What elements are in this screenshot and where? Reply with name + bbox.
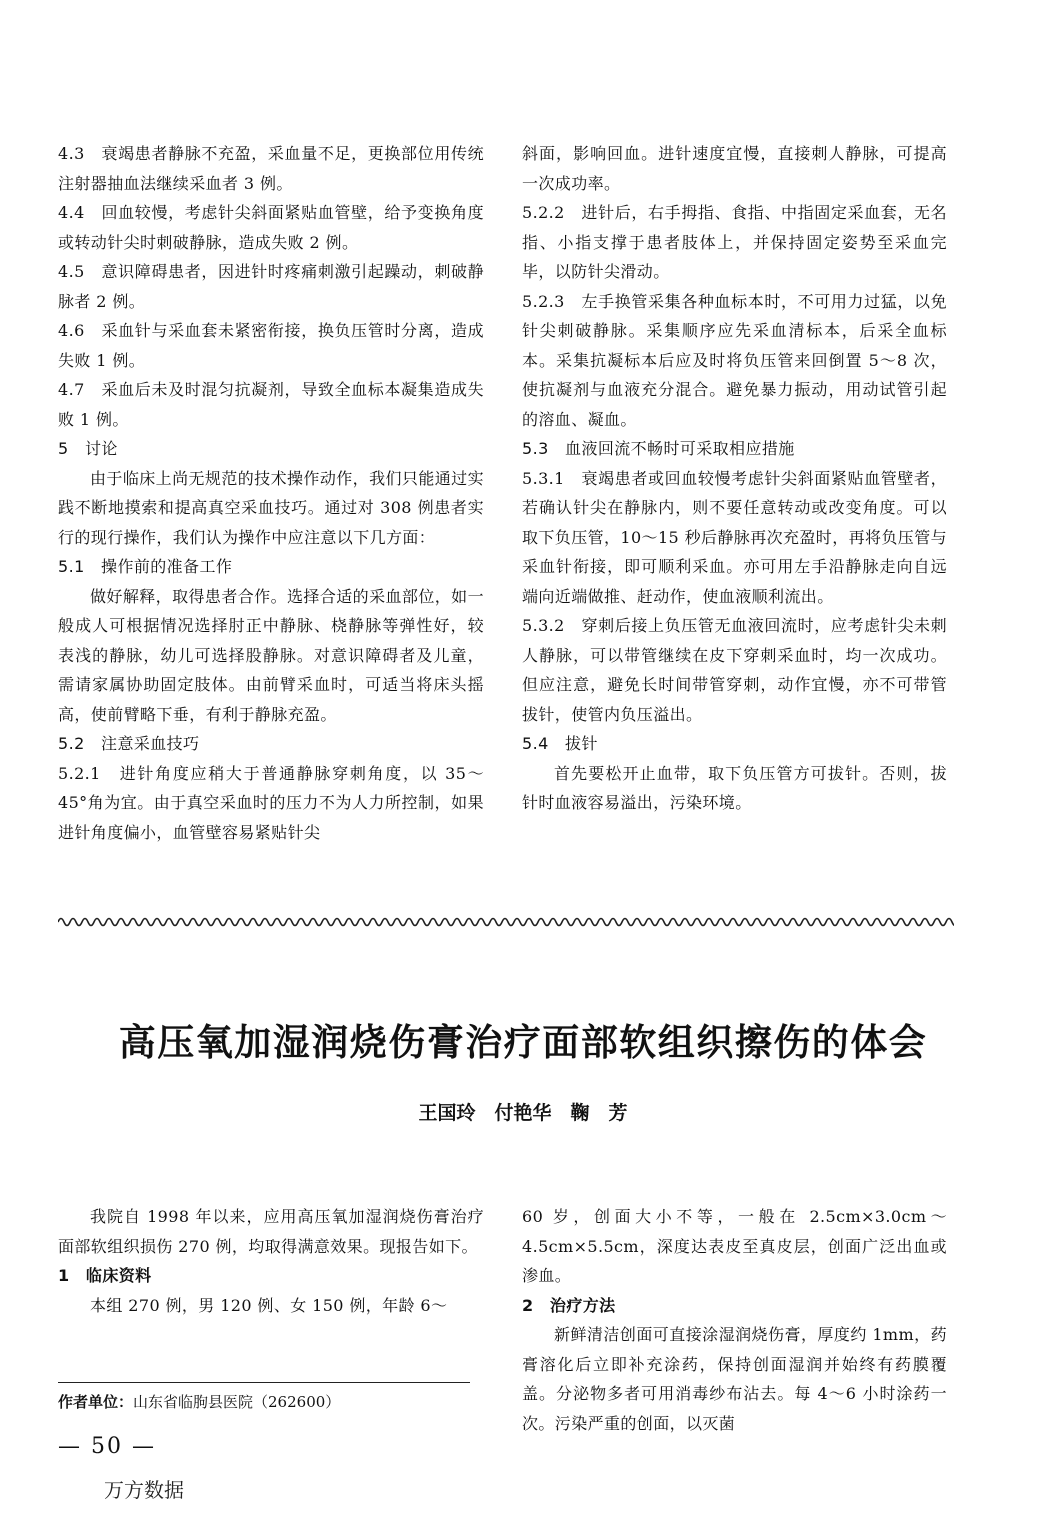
- section-heading: 5.2 注意采血技巧: [58, 734, 200, 753]
- affiliation-text: 山东省临朐县医院（262600）: [133, 1393, 341, 1411]
- footnote-rule: [58, 1382, 470, 1383]
- paragraph: 斜面，影响回血。进针速度宜慢，直接刺人静脉，可提高一次成功率。: [522, 144, 947, 193]
- paragraph: 60 岁，创面大小不等，一般在 2.5cm×3.0cm～4.5cm×5.5cm，深度达表皮至真皮层，创面广泛出血或渗血。: [522, 1207, 947, 1285]
- article-authors: 王国玲 付艳华 鞠 芳: [418, 1102, 628, 1124]
- paragraph: 5.2.1 进针角度应稍大于普通静脉穿刺角度，以 35～45°角为宜。由于真空采血时的压力不为人力所控制，如果进针角度偏小，血管壁容易紧贴针尖: [58, 763, 484, 842]
- paragraph: 4.6 采血针与采血套未紧密衔接，换负压管时分离，造成失败 1 例。: [58, 321, 484, 370]
- paragraph: 5.3.2 穿刺后接上负压管无血液回流时，应考虑针尖未刺人静脉，可以带管继续在皮下穿刺采血时，均一次成功。但应注意，避免长时间带管穿刺，动作宜慢，亦不可带管拔针，使管内负压溢出。: [522, 616, 947, 724]
- paragraph: 4.3 衰竭患者静脉不充盈，采血量不足，更换部位用传统注射器抽血法继续采血者 3 例。: [58, 144, 484, 193]
- divider-wave: [58, 919, 954, 926]
- paragraph: 5.2.3 左手换管采集各种血标本时，不可用力过猛，以免针尖刺破静脉。采集顺序应先采血清标本，后采全血标本。采集抗凝标本后应及时将负压管来回倒置 5～8 次，使抗凝剂与血液充分混合。避免暴力振动，用动试管引起的溶血、凝血。: [522, 291, 947, 429]
- paragraph: 新鲜清洁创面可直接涂湿润烧伤膏，厚度约 1mm，药膏溶化后立即补充涂药，保持创面湿润并始终有药膜覆盖。分泌物多者可用消毒纱布沾去。每 4～6 小时涂药一次。污染严重的创面，以灭菌: [522, 1325, 947, 1433]
- section-heading: 2 治疗方法: [522, 1295, 616, 1315]
- bottom-right-column: [522, 1202, 947, 1438]
- paragraph: 4.4 回血较慢，考虑针尖斜面紧贴血管壁，给予变换角度或转动针尖时刺破静脉，造成失败 2 例。: [58, 203, 484, 252]
- author-affiliation: [58, 1391, 340, 1412]
- section-heading: 1 临床资料: [58, 1266, 152, 1285]
- paragraph: 我院自 1998 年以来，应用高压氧加湿润烧伤膏治疗面部软组织损伤 270 例，均取得满意效果。现报告如下。: [58, 1207, 484, 1256]
- bottom-left-column: [58, 1202, 484, 1320]
- paragraph: 4.7 采血后未及时混匀抗凝剂，导致全血标本凝集造成失败 1 例。: [58, 380, 484, 429]
- paragraph: 首先要松开止血带，取下负压管方可拔针。否则，拔针时血液容易溢出，污染环境。: [522, 763, 947, 812]
- paragraph: 本组 270 例，男 120 例、女 150 例，年龄 6～: [90, 1295, 448, 1315]
- section-heading: 5.1 操作前的准备工作: [58, 557, 233, 576]
- affiliation-label: 作者单位：: [58, 1393, 134, 1411]
- section-heading: 5.3 血液回流不畅时可采取相应措施: [522, 439, 795, 458]
- section-heading: 5.4 拔针: [522, 734, 598, 753]
- paragraph: 4.5 意识障碍患者，因进针时疼痛刺激引起躁动，刺破静脉者 2 例。: [58, 262, 484, 311]
- paragraph: 做好解释，取得患者合作。选择合适的采血部位，如一般成人可根据情况选择肘正中静脉、桡静脉等弹性好，较表浅的静脉，幼儿可选择股静脉。对意识障碍者及儿童，需请家属协助固定肢体。由前臂采血时，可适当将床头摇高，使前臂略下垂，有利于静脉充盈。: [58, 586, 484, 724]
- paragraph: 由于临床上尚无规范的技术操作动作，我们只能通过实践不断地摸索和提高真空采血技巧。通过对 308 例患者实行的现行操作，我们认为操作中应注意以下几方面：: [58, 468, 484, 547]
- paragraph: 5.2.2 进针后，右手拇指、食指、中指固定采血套，无名指、小指支撑于患者肢体上，并保持固定姿势至采血完毕，以防针尖滑动。: [522, 203, 947, 281]
- paragraph: 5.3.1 衰竭患者或回血较慢考虑针尖斜面紧贴血管壁者，若确认针尖在静脉内，则不要任意转动或改变角度。可以取下负压管，10～15 秒后静脉再次充盈时，再将负压管与采血针衔接，即可顺利采血。亦可用左手沿静脉走向自远端向近端做推、赶动作，使血液顺利流出。: [522, 468, 948, 606]
- watermark: 万方数据: [104, 1478, 184, 1502]
- article-title: 高压氧加湿润烧伤膏治疗面部软组织擦伤的体会: [118, 1021, 928, 1064]
- section-heading: 5 讨论: [58, 439, 118, 458]
- wavy-divider: [58, 912, 954, 932]
- top-left-column: [58, 139, 484, 847]
- page-number: — 50 —: [58, 1434, 156, 1459]
- top-right-column: [522, 139, 947, 818]
